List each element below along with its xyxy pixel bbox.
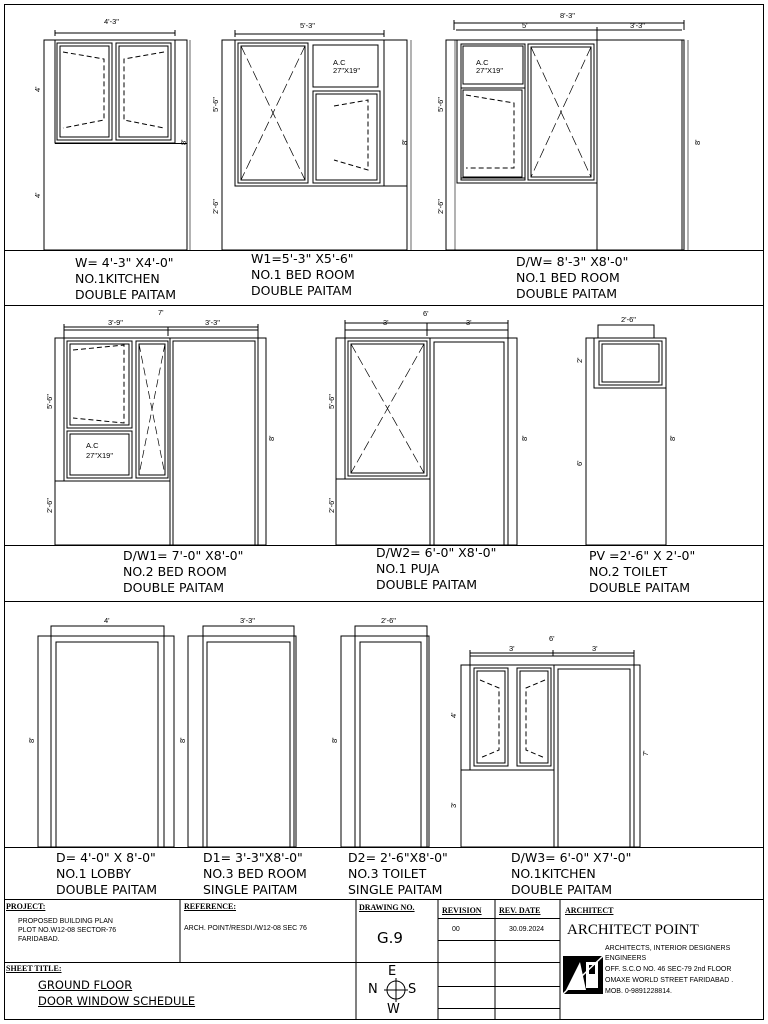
dimension-label: 3'-9" (108, 318, 123, 327)
door-window-dw3-elevation (461, 650, 640, 847)
sheet-title-line: DOOR WINDOW SCHEDULE (38, 994, 196, 1008)
firm-line: OMAXE WORLD STREET FARIDABAD . (605, 977, 734, 984)
caption-line: NO.1 LOBBY (56, 866, 132, 881)
compass-icon (384, 978, 408, 1002)
caption-line: PV =2'-6" X 2'-0" (589, 548, 696, 563)
ac-label: A.C (86, 441, 99, 450)
caption-line: D/W3= 6'-0" X7'-0" (511, 850, 632, 865)
architect-label: ARCHITECT (565, 906, 614, 915)
door-d1-elevation (188, 626, 296, 847)
caption-pv (589, 548, 695, 596)
dimension-label: 5'-6" (45, 394, 54, 409)
caption-line: NO.1KITCHEN (511, 866, 596, 881)
window-w-elevation (44, 30, 190, 250)
dimension-label: 3' (592, 644, 598, 653)
dimension-label: 2'-6" (381, 616, 396, 625)
door-window-dw1-elevation (55, 324, 266, 545)
dimension-label: 4' (449, 712, 458, 718)
firm-name: ARCHITECT POINT (567, 922, 699, 938)
door-d-elevation (38, 626, 174, 847)
dimension-label: 4'-3" (104, 17, 119, 26)
dimension-label: 2' (575, 357, 584, 363)
dimension-label: 5' (522, 21, 528, 30)
caption-w (75, 255, 176, 303)
caption-dw1 (123, 548, 243, 596)
dimension-label: 8' (330, 737, 339, 743)
project-label: PROJECT: (6, 902, 46, 911)
dimension-label: 2'-6" (327, 498, 336, 513)
caption-line: SINGLE PAITAM (203, 882, 298, 897)
dimension-label: 6' (549, 634, 555, 643)
dimension-label: 3' (383, 318, 389, 327)
dimension-label: 8' (693, 139, 702, 145)
rev-date-value: 30.09.2024 (509, 926, 545, 933)
firm-line: ARCHITECTS, INTERIOR DESIGNERS (605, 945, 731, 952)
caption-line: W1=5'-3" X5'-6" (251, 251, 354, 266)
caption-d1 (203, 850, 307, 898)
caption-line: W= 4'-3" X4'-0" (75, 255, 174, 270)
caption-line: DOUBLE PAITAM (376, 577, 478, 592)
caption-line: NO.1 PUJA (376, 561, 440, 576)
dimension-label: 2'-6" (621, 315, 636, 324)
caption-dw2 (376, 545, 496, 593)
caption-line: D= 4'-0" X 8'-0" (56, 850, 156, 865)
ac-label: 27"X19" (476, 66, 504, 75)
door-d2-elevation (341, 626, 429, 847)
dimension-label: 8'-3" (560, 11, 575, 20)
caption-line: NO.1 BED ROOM (251, 267, 355, 282)
dimension-label: 3' (509, 644, 515, 653)
caption-line: NO.2 BED ROOM (123, 564, 227, 579)
caption-line: NO.3 BED ROOM (203, 866, 307, 881)
dimension-label: 2'-6" (211, 199, 220, 214)
compass-south: S (408, 982, 417, 997)
reference-label: REFERENCE: (184, 902, 237, 911)
firm-line: OFF. S.C.O NO. 46 SEC-79 2nd FLOOR (605, 966, 732, 973)
firm-line: ENGINEERS (605, 955, 647, 962)
caption-dw (516, 254, 628, 302)
dimension-label: 7' (641, 750, 650, 756)
dimension-label: 8' (27, 737, 36, 743)
ac-label: 27"X19" (86, 451, 114, 460)
dimension-label: 3' (466, 318, 472, 327)
firm-line: MOB. 0-9891228814. (605, 988, 672, 995)
caption-line: SINGLE PAITAM (348, 882, 443, 897)
dimension-label: 5'-6" (211, 97, 220, 112)
compass-west: W (387, 1002, 400, 1017)
dimension-label: 5'-6" (327, 394, 336, 409)
caption-line: NO.3 TOILET (348, 866, 427, 881)
caption-line: D1= 3'-3"X8'-0" (203, 850, 303, 865)
dimension-label: 4' (104, 616, 110, 625)
caption-line: D/W2= 6'-0" X8'-0" (376, 545, 497, 560)
dimension-label: 5'-3" (300, 21, 315, 30)
dimension-label: 8' (179, 139, 188, 145)
dimension-label: 8' (267, 435, 276, 441)
dimension-label: 3'-3" (630, 21, 645, 30)
dimension-label: 2'-6" (45, 498, 54, 513)
sheet-title-label: SHEET TITLE: (6, 964, 62, 973)
caption-d (56, 850, 157, 898)
sheet-title-line: GROUND FLOOR (38, 978, 133, 992)
revision-value: 00 (452, 926, 460, 933)
door-window-dw2-elevation (336, 320, 517, 545)
ventilator-pv-elevation (586, 325, 666, 545)
dimension-label: 8' (400, 139, 409, 145)
caption-line: NO.1KITCHEN (75, 271, 160, 286)
dimension-label: 4' (33, 192, 42, 198)
caption-w1 (251, 251, 355, 299)
caption-line: D2= 2'-6"X8'-0" (348, 850, 448, 865)
caption-line: DOUBLE PAITAM (511, 882, 613, 897)
dimension-label: 8' (178, 737, 187, 743)
caption-line: NO.2 TOILET (589, 564, 668, 579)
door-window-dw-elevation (446, 20, 688, 250)
caption-line: DOUBLE PAITAM (589, 580, 691, 595)
compass-east: E (388, 964, 397, 979)
project-line: FARIDABAD. (18, 936, 60, 943)
caption-line: DOUBLE PAITAM (56, 882, 158, 897)
drawing-no-label: DRAWING NO. (359, 903, 415, 912)
project-line: PROPOSED BUILDING PLAN (18, 918, 113, 925)
dimension-label: 8' (668, 435, 677, 441)
dimension-label: 3' (449, 802, 458, 808)
caption-d2 (348, 850, 448, 898)
dimension-label: 2'-6" (436, 199, 445, 214)
dimension-label: 5'-6" (436, 97, 445, 112)
dimension-label: 7' (158, 308, 164, 317)
reference-value: ARCH. POINT/RESDI./W12-08 SEC 76 (184, 925, 307, 932)
project-line: PLOT NO.W12-08 SECTOR-76 (18, 927, 117, 934)
caption-line: DOUBLE PAITAM (516, 286, 618, 301)
caption-line: D/W= 8'-3" X8'-0" (516, 254, 629, 269)
caption-line: DOUBLE PAITAM (75, 287, 177, 302)
dimension-label: 8' (520, 435, 529, 441)
caption-dw3 (511, 850, 631, 898)
caption-line: DOUBLE PAITAM (251, 283, 353, 298)
ac-label: A.C (333, 58, 346, 67)
drawing-no: G.9 (377, 929, 403, 947)
rev-date-label: REV. DATE (499, 906, 541, 915)
ac-label: A.C (476, 58, 489, 67)
ac-label: 27"X19" (333, 66, 361, 75)
logo-icon (563, 956, 603, 994)
dimension-label: 6' (575, 460, 584, 466)
revision-label: REVISION (442, 906, 482, 915)
dimension-label: 6' (423, 309, 429, 318)
caption-line: DOUBLE PAITAM (123, 580, 225, 595)
dimension-label: 3'-3" (205, 318, 220, 327)
caption-line: D/W1= 7'-0" X8'-0" (123, 548, 244, 563)
window-w1-elevation (222, 30, 411, 250)
dimension-label: 3'-3" (240, 616, 255, 625)
dimension-label: 4' (33, 86, 42, 92)
compass-north: N (368, 982, 378, 997)
caption-line: NO.1 BED ROOM (516, 270, 620, 285)
